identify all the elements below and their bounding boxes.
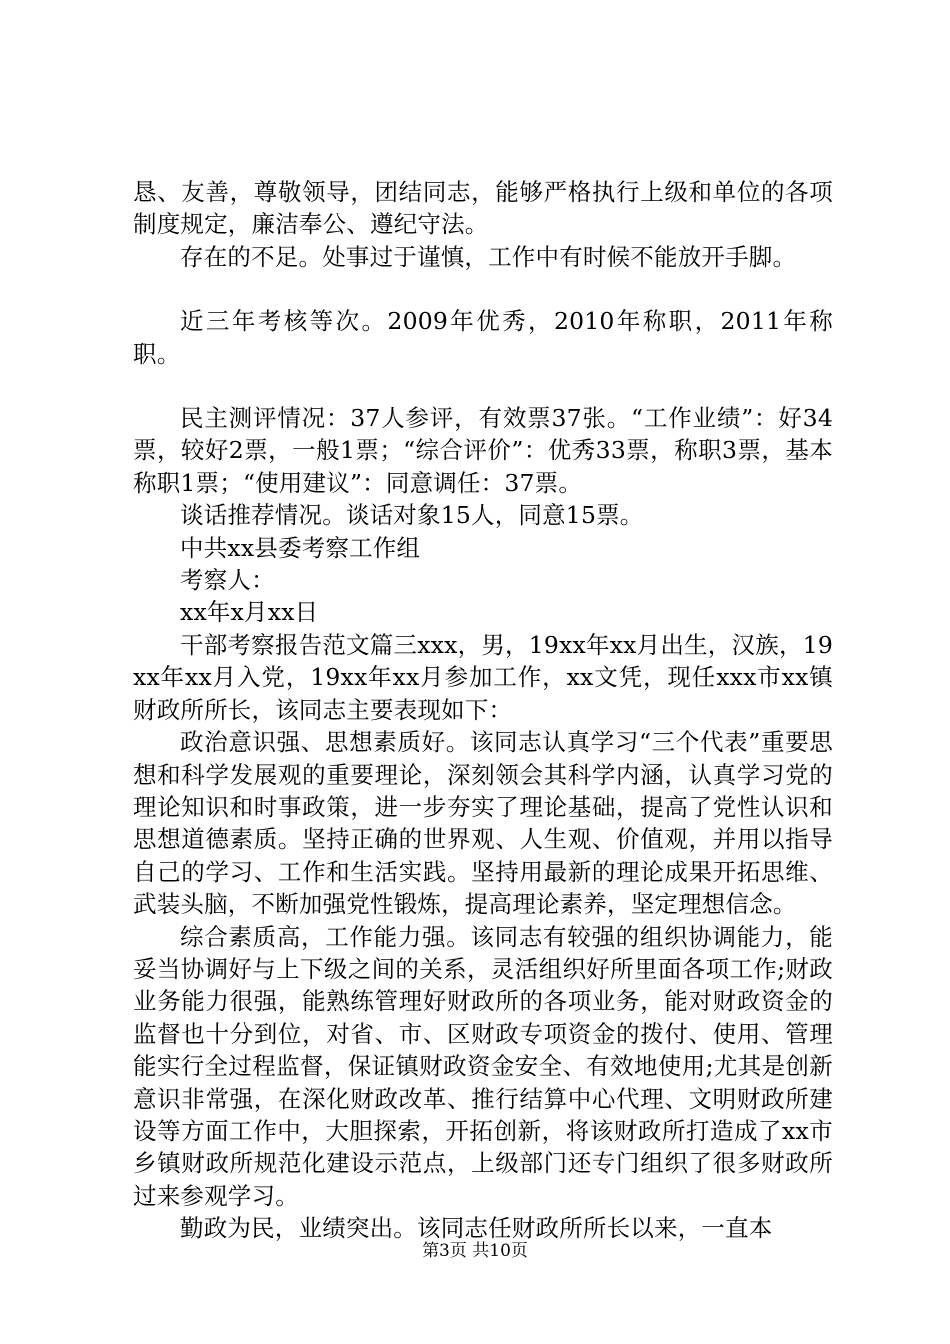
paragraph: 谈话推荐情况。谈话对象15人，同意15票。	[180, 501, 644, 530]
page-footer	[0, 1240, 950, 1262]
paragraph: 存在的不足。处事过于谨慎，工作中有时候不能放开手脚。	[180, 242, 797, 271]
paragraph: 民主测评情况：37人参评，有效票37张。“工作业绩”：好34票，较好2票，一般1票；“综合评价”：优秀33票，称职3票，基本称职1票；“使用建议”：同意调任：37票。	[133, 404, 833, 497]
paragraph: 考察人：	[180, 566, 275, 595]
paragraph: 近三年考核等次。2009年优秀，2010年称职，2011年称职。	[133, 307, 833, 368]
paragraph-gap	[133, 370, 833, 402]
paragraph: 中共xx县委考察工作组	[180, 533, 421, 562]
paragraph: 政治意识强、思想素质好。该同志认真学习“三个代表”重要思想和科学发展观的重要理论，深刻领会其科学内涵，认真学习党的理论知识和时事政策，进一步夯实了理论基础，提高了党性认识和思想道德素质。坚持正确的世界观、人生观、价值观，并用以指导自己的学习、工作和生活实践。坚持用最新的理论成果开拓思维、武装头脑，不断加强党性锻炼，提高理论素养，坚定理想信念。	[133, 728, 833, 919]
paragraph: 综合素质高，工作能力强。该同志有较强的组织协调能力，能妥当协调好与上下级之间的关系，灵活组织好所里面各项工作;财政业务能力很强，能熟练管理好财政所的各项业务，能对财政资金的监督也十分到位，对省、市、区财政专项资金的拨付、使用、管理能实行全过程监督，保证镇财政资金安全、有效地使用;尤其是创新意识非常强，在深化财政改革、推行结算中心代理、文明财政所建设等方面工作中，大胆探索，开拓创新，将该财政所打造成了xx市乡镇财政所规范化建设示范点，上级部门还专门组织了很多财政所过来参观学习。	[133, 922, 833, 1210]
paragraph-gap	[133, 273, 833, 305]
paragraph: xx年x月xx日	[180, 598, 319, 627]
document-body	[133, 176, 833, 1245]
paragraph: 勤政为民，业绩突出。该同志任财政所所长以来，一直本	[180, 1214, 773, 1243]
paragraph: 恳、友善，尊敬领导，团结同志，能够严格执行上级和单位的各项制度规定，廉洁奉公、遵纪守法。	[133, 178, 833, 239]
paragraph: 干部考察报告范文篇三xxx，男，19xx年xx月出生，汉族，19xx年xx月入党，19xx年xx月参加工作，xx文凭，现任xxx市xx镇财政所所长，该同志主要表现如下：	[133, 630, 833, 724]
page-number: 第3页 共10页	[422, 1241, 528, 1261]
